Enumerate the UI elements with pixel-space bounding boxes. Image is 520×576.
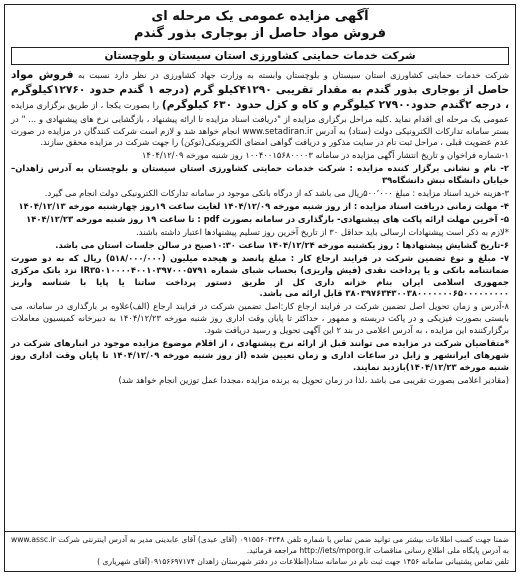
contact-footer xyxy=(5,531,515,571)
company-name-box: شرکت خدمات حمایتی کشاورزی استان سیستان و بلوچستان xyxy=(11,47,509,65)
notice-body xyxy=(5,68,515,387)
item-5: ۵- آخرین مهلت ارائه پاکت های پیشنهادی- بارگذاری در سامانه بصورت pdf : تا ساعت ۱۹ روز شنبه مورخه ۱۴۰۴/۱۲/۲۳ xyxy=(26,213,509,224)
item-note-weights: (مقادیر اعلامی بصورت تقریبی می باشد ،لذا در زمان تحویل به برنده مزایده ،مجددا عمل توزین انجام خواهد شد) xyxy=(118,374,509,385)
footer-support-line: تلفن تماس پشتیبانی سامانه ۱۴۵۶ جهت ثبت نام در سامانه ستاد(اطلاعات در دفتر شهرستان زاهدان ۰۹۱۵۶۶۹۷۱۷۴(آقای شهریاری ) xyxy=(97,557,509,566)
item-note-inspection: *متقاضیان شرکت در مزایده می توانند قبل از ارائه نرخ پیشنهادی ، از اقلام موضوع مزایده موجود در انبارهای شرکت در شهرهای ایرانشهر و زابل در ساعات اداری و زمان تعیین شده (از روز شنبه مورخه ۱۴۰۴/۱۲/۰۹ تا پایان وقت اداری روز شنبه مورخه ۱۴۰۴/۱۲/۲۳)بازدید نمایند. xyxy=(11,338,509,373)
item-4: ۴- مهلت زمانی دریافت اسناد مزایده : از روز شنبه مورخه ۱۴۰۴/۱۲/۰۹ لغایت ساعت ۱۹روز چهارشنبه مورخه ۱۴۰۴/۱۲/۱۳ xyxy=(18,201,509,212)
notice-title: آگهی مزایده عمومی یک مرحله ای xyxy=(151,9,369,24)
footer-contact-line: ضمنا جهت کسب اطلاعات بیشتر می توانید ضمن تماس با شماره تلفن ۰۹۱۵۵۶۰۴۲۴۸ (آقای عبدی) آقای عابدینی مدیر به آدرس اینترنتی شرکت www.assc.ir به آدرس پایگاه ملی اطلاع رسانی مناقصات http://iets/mporg.ir مراجعه فرمائید. xyxy=(11,535,509,555)
item-7: ۷- مبلغ و نوع تضمین شرکت در فرایند ارجاع کار : مبلغ پانصد و هیجده میلیون (۵۱۸/۰۰۰/۰۰۰) ریال که به دو صورت ضمانتنامه بانکی و یا پرداخت نقدی (فیش واریزی) بحساب شبای شماره IR۳۵۰۱۰۰۰۰۴۰۰۱۰۳۹۷۰۰۰۵۷۹۱ نزد بانک مرکزی جمهوری اسلامی ایران بنام خزانه داری کل از طریق دستور پرداخت ساتنا یا پایا با شناسه واریز ۳۸۰۳۹۷۶۳۴۳۰۰۳۸۰۰۰۰۰۰۰۶۵۰۰۰۰۰۰۰۰۰ قابل ارائه می باشد. xyxy=(11,252,510,299)
item-2: ۲- نام و نشانی برگزار کننده مزایده : شرکت خدمات حمایتی کشاورزی استان سیستان و بلوچستان به آدرس زاهدان– خیابان دانشگاه نبش دانشگاه۳۹ xyxy=(11,163,509,186)
item-6: ۶-تاریخ گشایش پیشنهادها : روز یکشنبه مورخه ۱۴۰۴/۱۲/۲۴ ساعت ۱۰:۳۰صبح در سالن جلسات استان می باشد. xyxy=(55,239,509,250)
intro-rest: را بصورت یکجا ، از طریق برگزاری مزایده عمومی یک مرحله ای اقدام نماید .کلیه مراحل برگزاری مزایده از "دریافت اسناد مزایده تا ارائه پیشنهاد ، بازگشایی نرخ های پیشنهادی و ... " در بستر سامانه تدارکات الکترونیکی دولت (ستاد) به آدرس www.setadiran.ir انجام خواهد شد و لازم است شرکت کنندگان در مزایده در صورت عدم عضویت قبلی ، مراحل ثبت نام در سایت مذکور و دریافت گواهی امضای الکترونیکی(توکن) را جهت شرکت در مزایده محقق سازند. xyxy=(11,100,509,148)
item-3: ۳-هزینه خرید اسناد مزایده : مبلغ ۵۰۰٬۰۰۰ریال می باشد که از درگاه بانکی موجود در سامانه تدارکات الکترونیکی دولت انجام می گیرد. xyxy=(44,188,509,199)
item-8: ۸-آدرس و زمان تحویل اصل تضمین شرکت در فرایند ارجاع کار:اصل تضمین شرکت در فرایند ارجاع (الف)علاوه بر بارگذاری در سامانه، می بایستی بصورت فیزیکی و در پاکت دربسته و ممهور ، حداکثر تا پایان وقت اداری روز شنبه مورخه ۱۴۰۴/۱۲/۲۳ به دبیرخانه کمیسیون معاملات برگزارکننده این مزایده ، به آدرس اعلامی در بند ۲ این آگهی تحویل و رسید دریافت شود. xyxy=(11,301,509,336)
notice-subtitle: فروش مواد حاصل از بوجاری بذور گندم xyxy=(134,26,386,42)
intro-emphasis: فروش مواد حاصل از بوجاری بذور گندم به مقدار تقریبی ۴۱۲۹۰کیلو گرم (درجه ۱ گندم حدود ۱۲۷۶۰کیلوگرم ، درجه ۲گندم حدود۲۷۹۰۰ کیلوگرم و کاه و کزل حدود ۶۳۰ کیلوگرم) xyxy=(11,68,509,112)
intro-paragraph xyxy=(11,68,509,150)
item-note-validity: *لازم به ذکر است پیشنهادات ارسالی باید حداقل ۳۰ از تاریخ آخرین روز تسلیم پیشنهادها اعتبار داشته باشند. xyxy=(136,226,509,237)
item-1: ۱-شماره فراخوان و تاریخ انتشار آگهی مزایده در سامانه ۱۰۰۴۰۰۱۵۶۸۰۰۰۰۳ روز شنبه مورخه ۱۴۰۴/۱۲/۰۹ xyxy=(141,150,509,161)
auction-notice xyxy=(4,4,516,572)
intro-text: شرکت خدمات حمایتی کشاورزی استان سیستان و بلوچستان وابسته به وزارت جهاد کشاورزی در نظر دارد نسبت به xyxy=(78,69,509,80)
